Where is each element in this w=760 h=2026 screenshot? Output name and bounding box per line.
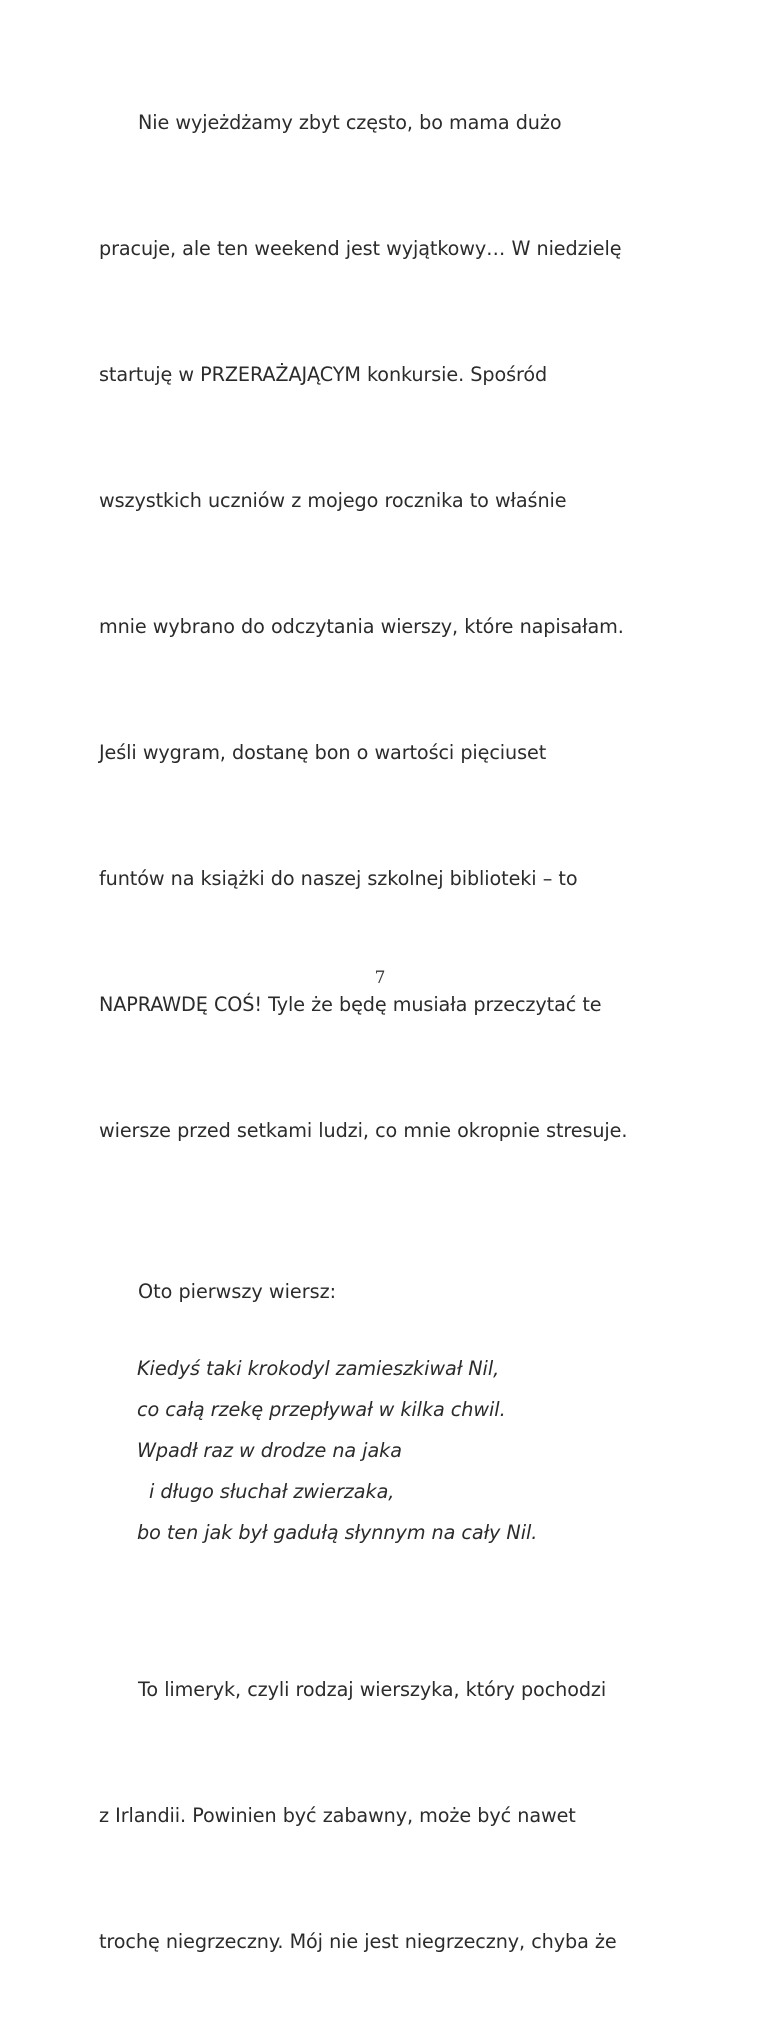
paragraph-spacer <box>99 1236 647 1271</box>
poem-line: co całą rzekę przepływał w kilka chwil. <box>137 1398 506 1421</box>
text-column <box>99 18 647 2026</box>
closing-paragraph <box>99 1585 647 2026</box>
poem-line: Wpadł raz w drodze na jaka <box>137 1439 402 1462</box>
intro-paragraph <box>99 18 647 1236</box>
poem-spacer-bottom <box>99 1553 647 1585</box>
poem-spacer-top <box>99 1313 647 1348</box>
lead-in-paragraph <box>99 1271 647 1313</box>
paragraph-line: Jeśli wygram, dostanę bon o wartości pięciuset <box>99 741 547 764</box>
paragraph-line: To limeryk, czyli rodzaj wierszyka, który pochodzi <box>138 1678 607 1701</box>
paragraph-line: trochę niegrzeczny. Mój nie jest niegrzeczny, chyba że <box>99 1930 617 1953</box>
paragraph-line: Nie wyjeżdżamy zbyt często, bo mama dużo <box>138 111 562 134</box>
poem-block <box>99 1348 647 1553</box>
poem-line: Kiedyś taki krokodyl zamieszkiwał Nil, <box>137 1357 500 1380</box>
paragraph-line: startuję w PRZERAŻAJĄCYM konkursie. Spośród <box>99 363 548 386</box>
paragraph-line: z Irlandii. Powinien być zabawny, może być nawet <box>99 1804 576 1827</box>
paragraph-line: wszystkich uczniów z mojego rocznika to właśnie <box>99 489 567 512</box>
paragraph-line: funtów na książki do naszej szkolnej biblioteki – to <box>99 867 578 890</box>
paragraph-line: pracuje, ale ten weekend jest wyjątkowy… W niedzielę <box>99 237 622 260</box>
poem-line: i długo słuchał zwierzaka, <box>149 1480 395 1503</box>
paragraph-line: mnie wybrano do odczytania wierszy, które napisałam. <box>99 615 624 638</box>
poem-line: bo ten jak był gadułą słynnym na cały Nil. <box>137 1521 538 1544</box>
lead-in-line: Oto pierwszy wiersz: <box>138 1280 337 1303</box>
paragraph-line: wiersze przed setkami ludzi, co mnie okropnie stresuje. <box>99 1119 628 1142</box>
page-number: 7 <box>374 968 386 988</box>
paragraph-line: NAPRAWDĘ COŚ! Tyle że będę musiała przeczytać te <box>99 993 602 1016</box>
